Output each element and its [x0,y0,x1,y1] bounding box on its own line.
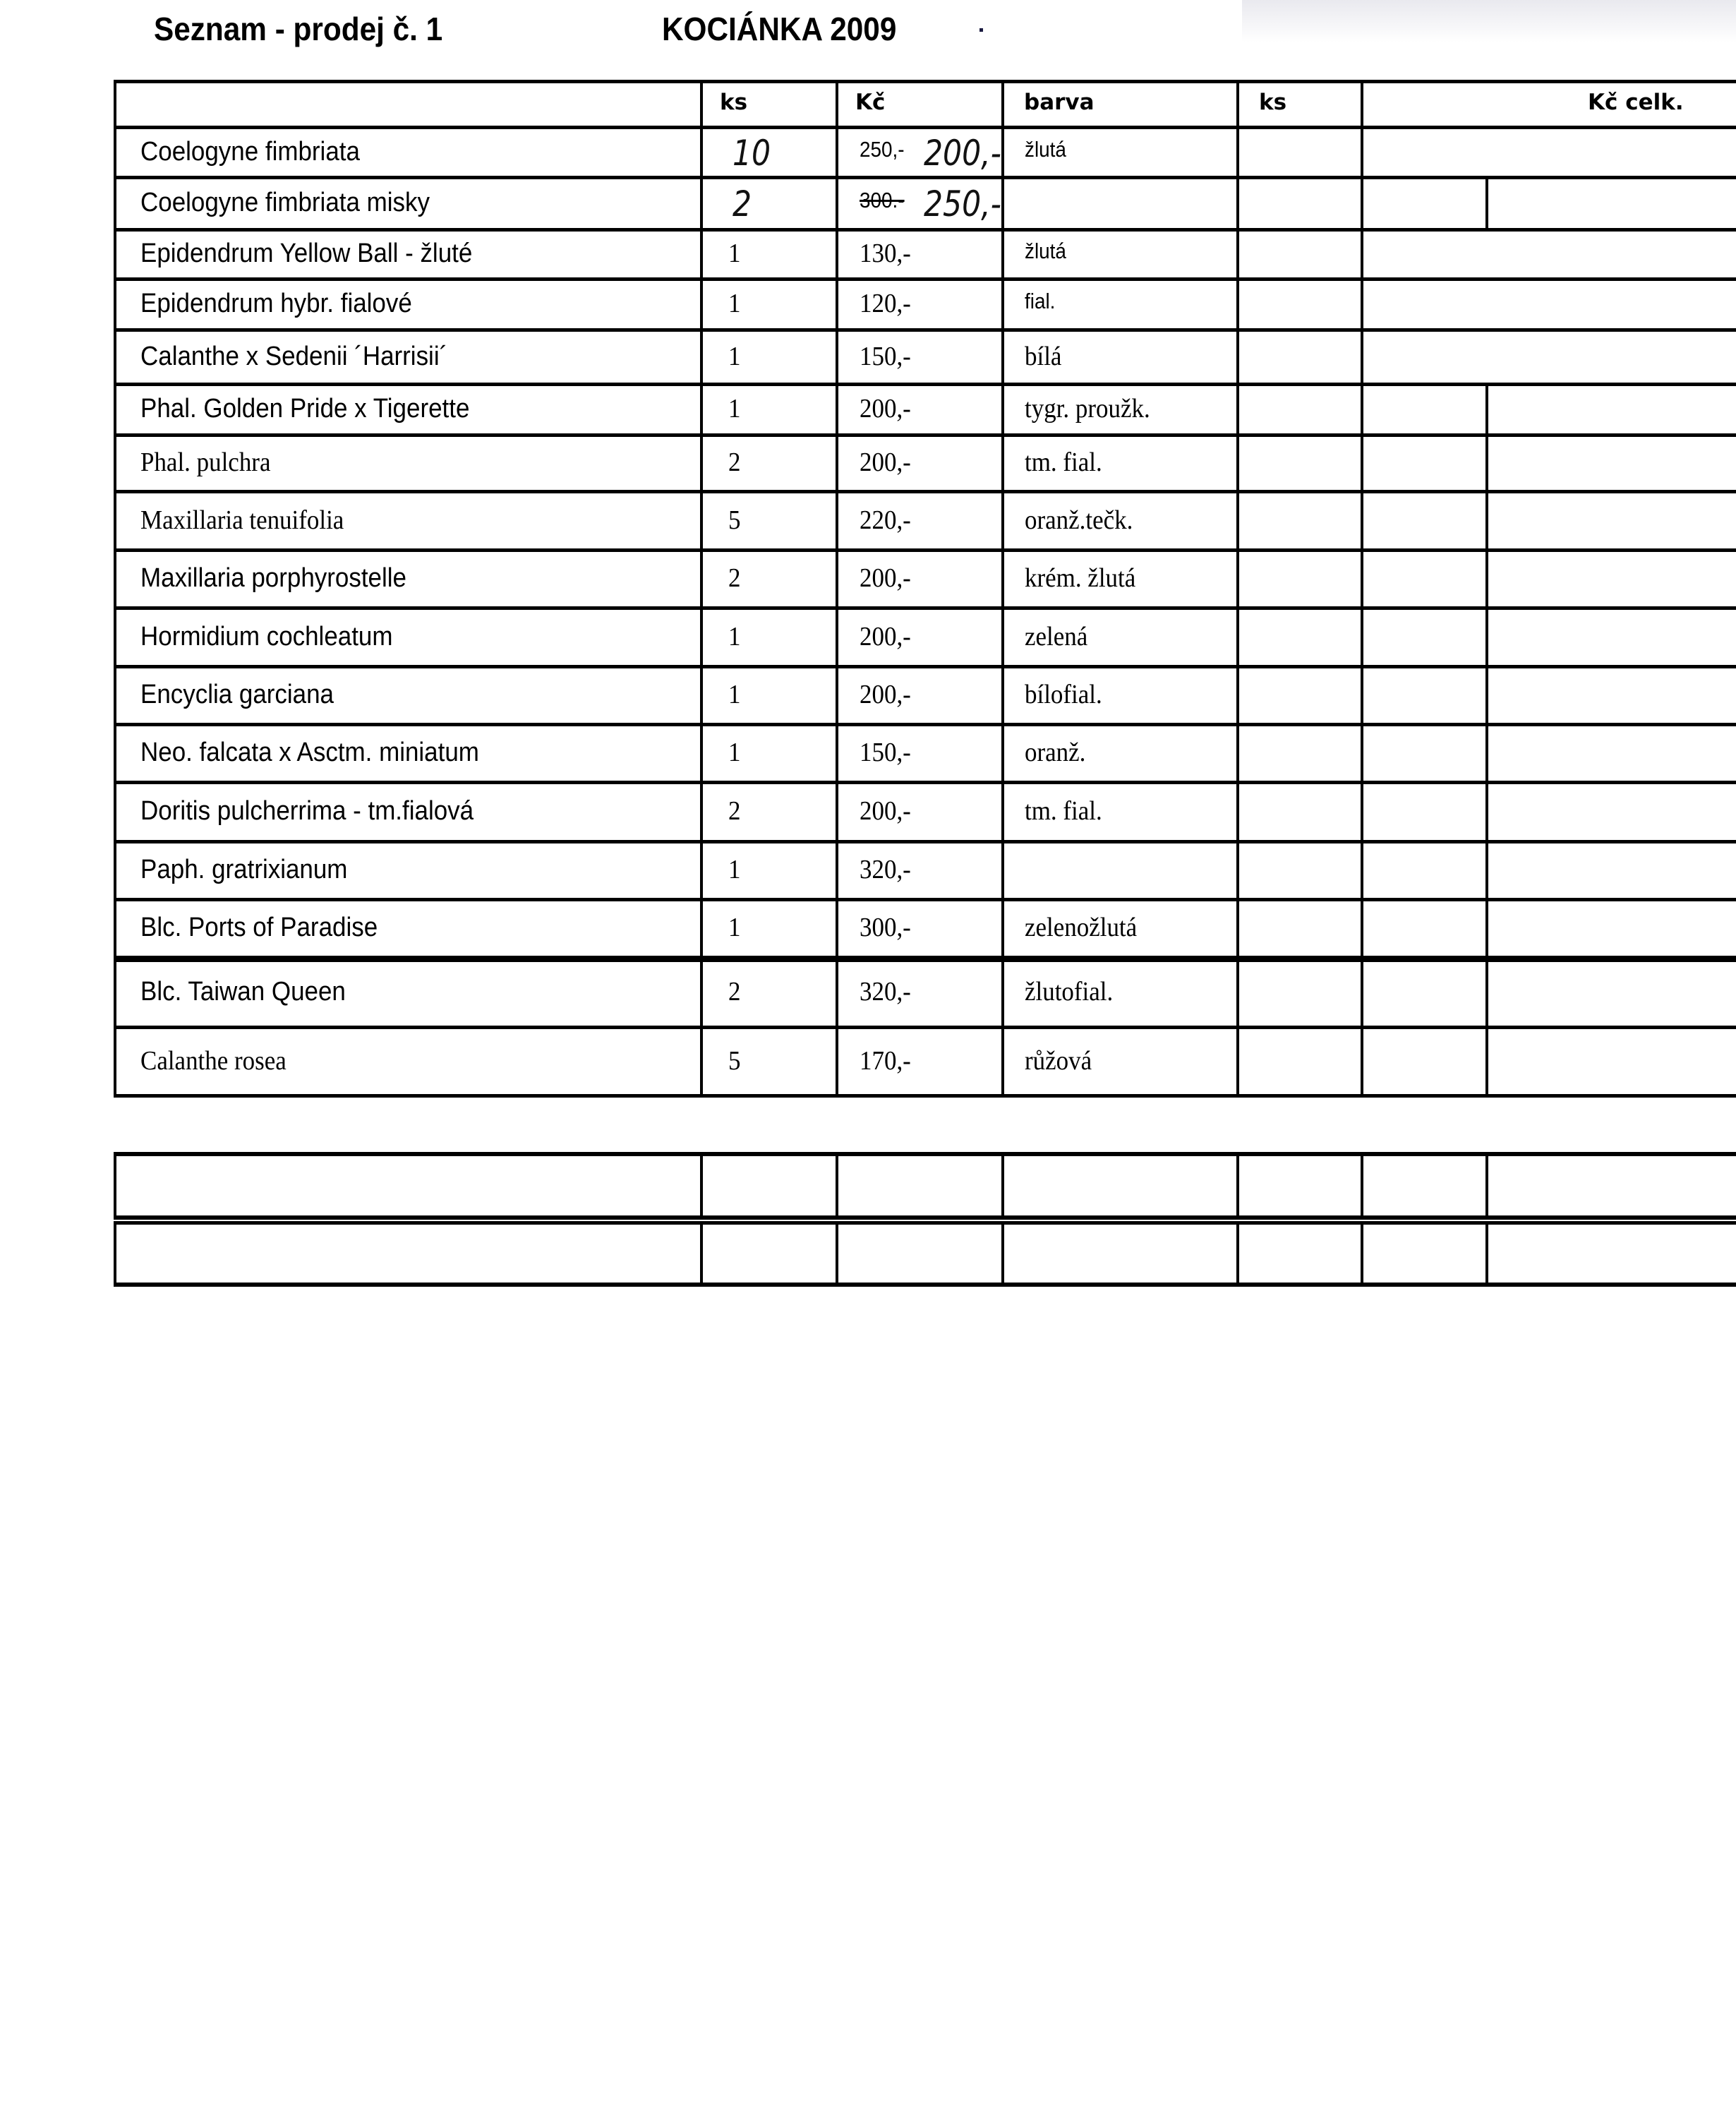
item-name: Doritis pulcherrima - tm.fialová [140,796,474,826]
header-kc: Kč [855,89,886,115]
item-qty: 1 [728,913,741,942]
scan-shading [1242,0,1736,42]
item-name: Blc. Taiwan Queen [140,976,346,1007]
stray-mark [979,28,983,32]
header-barva: barva [1024,89,1095,115]
item-name: Blc. Ports of Paradise [140,913,378,942]
item-name: Phal. Golden Pride x Tigerette [140,394,470,424]
item-qty: 2 [728,796,741,826]
item-qty: 1 [728,289,741,318]
item-price: 200,- [860,563,911,593]
item-price: 130,- [860,239,911,268]
item-price-correction-handwritten: 200,- [924,132,1001,174]
page-title: Seznam - prodej č. 1 [154,11,443,47]
item-color: tm. fial. [1025,448,1102,477]
item-name: Phal. pulchra [140,448,271,477]
blank-row[interactable] [114,1221,1736,1283]
blank-block-bottom [114,1283,1736,1287]
item-price: 300,- [860,913,911,942]
item-color: růžová [1025,1045,1092,1076]
item-qty: 2 [728,563,741,593]
item-color: oranž. [1025,738,1086,767]
item-price: 200,- [860,448,911,477]
item-color: bílofial. [1025,680,1102,709]
item-price: 150,- [860,341,911,371]
header-kc-celk: Kč celk. [1588,89,1684,115]
item-color: tm. fial. [1025,796,1102,826]
item-price: 170,- [860,1045,911,1076]
item-qty: 5 [728,505,741,535]
item-color: fial. [1025,289,1056,313]
table-row [114,1026,1736,1094]
table-row [114,840,1736,898]
item-color: oranž.tečk. [1025,505,1133,535]
header-ks-sold: ks [1259,89,1287,115]
item-name: Epidendrum hybr. fialové [140,289,412,318]
item-color: žlutá [1025,239,1066,263]
item-name: Coelogyne fimbriata [140,136,360,167]
header-ks: ks [720,89,748,115]
table-row [114,665,1736,723]
item-name: Hormidium cochleatum [140,621,393,651]
item-price: 150,- [860,738,911,767]
item-color: bílá [1025,341,1062,371]
item-name: Paph. gratrixianum [140,855,348,884]
table-row [114,956,1736,1026]
item-color: žlutofial. [1025,976,1114,1007]
blank-row-divider [114,1215,1736,1220]
page-subtitle: KOCIÁNKA 2009 [662,11,897,47]
item-name: Maxillaria porphyrostelle [140,563,406,593]
item-price: 320,- [860,976,911,1007]
item-name: Neo. falcata x Asctm. miniatum [140,738,479,767]
item-qty: 1 [728,738,741,767]
item-qty: 2 [728,976,741,1007]
row-divider [114,1094,1736,1098]
table-row [114,490,1736,548]
item-color: zelenožlutá [1025,913,1138,942]
item-qty: 1 [728,855,741,884]
table-row [114,433,1736,490]
item-qty: 2 [728,448,741,477]
item-qty-handwritten: 2 [733,184,752,224]
item-price-correction-handwritten: 250,- [924,184,1001,224]
item-qty: 1 [728,394,741,424]
blank-row[interactable] [114,1152,1736,1215]
item-price: 320,- [860,855,911,884]
item-qty: 1 [728,621,741,651]
item-name: Calanthe x Sedenii ´Harrisii´ [140,341,448,371]
item-name: Encyclia garciana [140,680,334,709]
item-qty: 1 [728,341,741,371]
item-qty: 1 [728,680,741,709]
item-name: Epidendrum Yellow Ball - žluté [140,239,473,268]
item-color: krém. žlutá [1025,563,1136,593]
item-price: 250,- [860,136,905,162]
item-price: 220,- [860,505,911,535]
item-qty: 5 [728,1045,741,1076]
item-name: Calanthe rosea [140,1045,287,1076]
item-price: 200,- [860,796,911,826]
item-price: 200,- [860,680,911,709]
item-price: 300.- [860,188,905,212]
item-price: 200,- [860,621,911,651]
item-color: zelená [1025,621,1088,651]
item-color: tygr. proužk. [1025,394,1150,424]
item-qty-handwritten: 10 [733,132,771,174]
table-top-border [114,80,1736,83]
item-price: 200,- [860,394,911,424]
item-name: Coelogyne fimbriata misky [140,188,430,217]
item-qty: 1 [728,239,741,268]
item-color: žlutá [1025,136,1066,162]
item-price: 120,- [860,289,911,318]
item-name: Maxillaria tenuifolia [140,505,344,535]
